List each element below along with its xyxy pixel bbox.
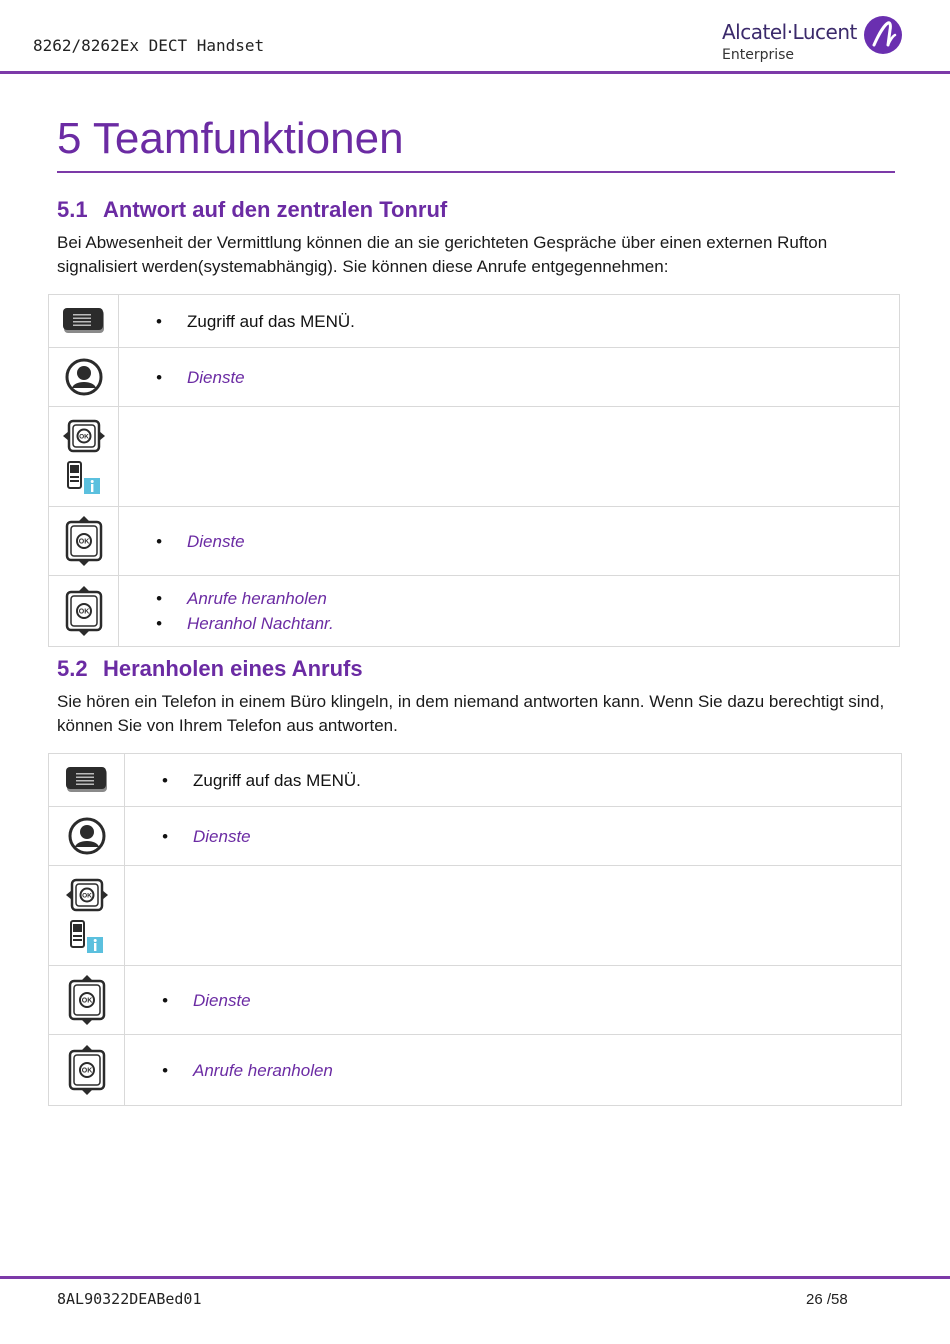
step-item: • Dienste [125, 988, 901, 1013]
step-row [49, 576, 900, 647]
document-header-title: 8262/8262Ex DECT Handset [33, 36, 265, 55]
handset-info-icon [62, 460, 106, 496]
nav-up-down-ok-icon [62, 516, 106, 566]
step-row [49, 807, 902, 866]
document-id: 8AL90322DEABed01 [57, 1290, 202, 1308]
step-row [49, 1035, 902, 1106]
step-text-cell [125, 966, 902, 1035]
step-text-cell [125, 754, 902, 807]
step-text-cell [119, 407, 900, 507]
nav-left-right-ok-icon [62, 418, 106, 454]
step-text-cell [119, 348, 900, 407]
chapter-rule [57, 171, 895, 173]
nav-up-down-ok-icon [62, 586, 106, 636]
section-paragraph: Sie hören ein Telefon in einem Büro klingeln, in dem niemand antworten kann. Wenn Sie dazu berechtigt sind, können Sie von Ihrem Telefon aus antworten. [57, 692, 885, 735]
step-icon-cell [49, 348, 119, 407]
step-row [49, 507, 900, 576]
menu-key-icon [61, 306, 107, 336]
step-item: • Dienste [119, 365, 899, 390]
step-icon-cell [49, 1035, 125, 1106]
svg-text:OK: OK [81, 1067, 92, 1075]
svg-text:OK: OK [78, 433, 89, 440]
steps-table [48, 753, 902, 1106]
page-number: 26 /58 [806, 1291, 848, 1308]
step-icon-cell [49, 966, 125, 1035]
step-text-cell [119, 295, 900, 348]
section-paragraph: Bei Abwesenheit der Vermittlung können die an sie gerichteten Gespräche über einen externen Rufton signalisiert werden(systemabhängig). Sie können diese Anrufe entgegennehmen: [57, 233, 828, 276]
step-row [49, 966, 902, 1035]
step-item: • Dienste [125, 824, 901, 849]
step-text-cell [119, 507, 900, 576]
step-item: • Zugriff auf das MENÜ. [119, 309, 899, 334]
step-text-cell [125, 807, 902, 866]
section-heading [57, 197, 447, 223]
step-row [49, 866, 902, 966]
step-icon-cell [49, 807, 125, 866]
step-item: • Dienste [119, 529, 899, 554]
svg-text:OK: OK [81, 997, 92, 1005]
step-row [49, 407, 900, 507]
header-rule [0, 71, 950, 74]
section-heading [57, 656, 363, 682]
footer-rule [0, 1276, 950, 1279]
handset-info-icon [65, 919, 109, 955]
section-number: 5.1 [57, 197, 88, 222]
steps-table [48, 294, 900, 647]
step-item: • Zugriff auf das MENÜ. [125, 768, 901, 793]
step-item: • Anrufe heranholen [125, 1058, 901, 1083]
logo-subtitle: Enterprise [722, 47, 795, 63]
svg-text:OK: OK [81, 892, 92, 899]
step-item: • Anrufe heranholen [119, 586, 899, 611]
step-text-cell [125, 1035, 902, 1106]
company-logo [720, 16, 910, 66]
svg-text:OK: OK [78, 538, 89, 546]
logo-mark-icon [864, 16, 902, 54]
step-icon-cell [49, 407, 119, 507]
step-row [49, 754, 902, 807]
chapter-title: 5 Teamfunktionen [57, 114, 404, 163]
step-text-cell [119, 576, 900, 647]
step-icon-cell [49, 754, 125, 807]
step-row [49, 348, 900, 407]
person-icon [64, 357, 104, 397]
step-row [49, 295, 900, 348]
step-icon-cell [49, 576, 119, 647]
section-title: Heranholen eines Anrufs [103, 656, 363, 681]
step-icon-cell [49, 507, 119, 576]
nav-up-down-ok-icon [65, 1045, 109, 1095]
step-text-cell [125, 866, 902, 966]
menu-key-icon [64, 765, 110, 795]
logo-text: Alcatel·Lucent [722, 20, 857, 44]
step-item: • Heranhol Nachtanr. [119, 611, 899, 636]
section-title: Antwort auf den zentralen Tonruf [103, 197, 448, 222]
nav-left-right-ok-icon [65, 877, 109, 913]
section-number: 5.2 [57, 656, 88, 681]
step-icon-cell [49, 866, 125, 966]
svg-text:OK: OK [78, 608, 89, 616]
person-icon [67, 816, 107, 856]
step-icon-cell [49, 295, 119, 348]
nav-up-down-ok-icon [65, 975, 109, 1025]
